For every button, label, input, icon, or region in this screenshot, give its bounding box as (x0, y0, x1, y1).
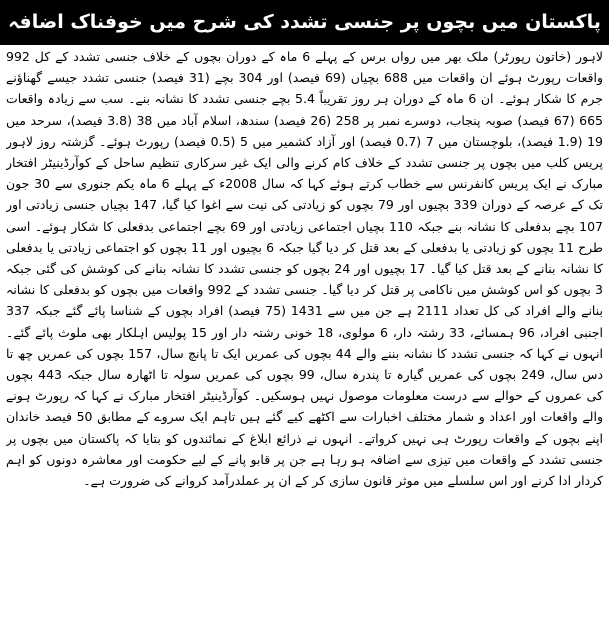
headline: پاکستان میں بچوں پر جنسی تشدد کی شرح میں خوفناک اضافہ (8, 11, 601, 33)
article-paragraph: لاہور (خاتون رپورٹر) ملک بھر میں رواں برس کے پہلے 6 ماہ کے دوران بچوں کے خلاف جنسی تشدد کے کل 992 واقعات رپورٹ ہوئے ان واقعات میں 688 بچیاں (69 فیصد) اور 304 بچے (31 فیصد) جنسی تشدد جیسے گھناؤنے جرم کا شکار ہوئے۔ ان 6 ماہ کے دوران ہر روز تقریباً 5.4 بچے جنسی تشدد کا نشانہ بنے۔ سب سے زیادہ واقعات 665 (67 فیصد) صوبہ پنجاب، دوسرے نمبر پر 258 (26 فیصد) سندھ، اسلام آباد میں 38 (3.8 فیصد)، سرحد میں 19 (1.9 فیصد)، بلوچستان میں 7 (0.7 فیصد) اور آزاد کشمیر میں 5 (0.5 فیصد) رپورٹ ہوئے۔ گزشتہ روز لاہور پریس کلب میں بچوں پر جنسی تشدد کے خلاف کام کرنے والی ایک غیر سرکاری تنظیم ساحل کے کوآرڈینیٹر افتخار مبارک نے ایک پریس کانفرنس سے خطاب کرتے ہوئے کہا کہ سال 2008ء کے پہلے 6 ماہ یکم جنوری سے 30 جون تک کے عرصہ کے دوران 339 بچیوں اور 79 بچوں کو زیادتی کی نیت سے اغوا کیا گیا، 147 بچیاں جنسی زیادتی اور 107 بچے بدفعلی کا نشانہ بنے جبکہ 110 بچیاں اجتماعی زیادتی اور 69 بچے اجتماعی بدفعلی کا شکار ہوئے۔ اسی طرح 11 بچوں کو زیادتی یا بدفعلی کے بعد قتل کر دیا گیا جبکہ 6 بچیوں اور 11 بچوں کو اجتماعی زیادتی یا بدفعلی کا نشانہ بنانے کے بعد قتل کیا گیا۔ 17 بچیوں اور 24 بچوں کو جنسی تشدد کا نشانہ بنانے کی کوشش کی گئی جبکہ 3 بچوں کو اس کوشش میں ناکامی پر قتل کر دیا گیا۔ جنسی تشدد کے 992 واقعات میں بچوں کو بدفعلی کا نشانہ بنانے والے افراد کی کل تعداد 2111 ہے جن میں سے 1431 (75 فیصد) افراد بچوں کے شناسا پائے گئے جبکہ 337 اجنبی افراد، 96 ہمسائے، 33 رشتہ دار، 6 مولوی، 18 خونی رشتہ دار اور 15 پولیس اہلکار بھی ملوث پائے گئے۔ انہوں نے کہا کہ جنسی تشدد کا نشانہ بننے والے 44 بچوں کی عمریں ایک تا پانچ سال، 157 بچوں کی عمریں چھ تا دس سال، 249 بچوں کی عمریں گیارہ تا پندرہ سال، 99 بچوں کی عمریں سولہ تا اٹھارہ سال جبکہ 443 بچوں کی عمروں کے حوالے سے درست معلومات موصول نہیں ہوسکیں۔ کوآرڈینیٹر افتخار مبارک نے کہا کہ رپورٹ ہونے والے واقعات اور اعداد و شمار مختلف اخبارات سے اکٹھے کیے گئے ہیں تاہم ایک سروے کے مطابق 50 فیصد خاندان اپنے بچوں کے واقعات رپورٹ ہی نہیں کرواتے۔ انہوں نے ذرائع ابلاغ کے نمائندوں کو بتایا کہ پاکستان میں بچوں پر جنسی تشدد کے واقعات میں تیزی سے اضافہ ہو رہا ہے جن پر قابو پانے کے لیے حکومت اور معاشرہ دونوں کو اہم کردار ادا کرنے اور اس سلسلے میں موثر قانون سازی کر کے ان پر عملدرآمد کروانے کی ضرورت ہے۔ (6, 49, 603, 489)
article-body (6, 46, 603, 638)
